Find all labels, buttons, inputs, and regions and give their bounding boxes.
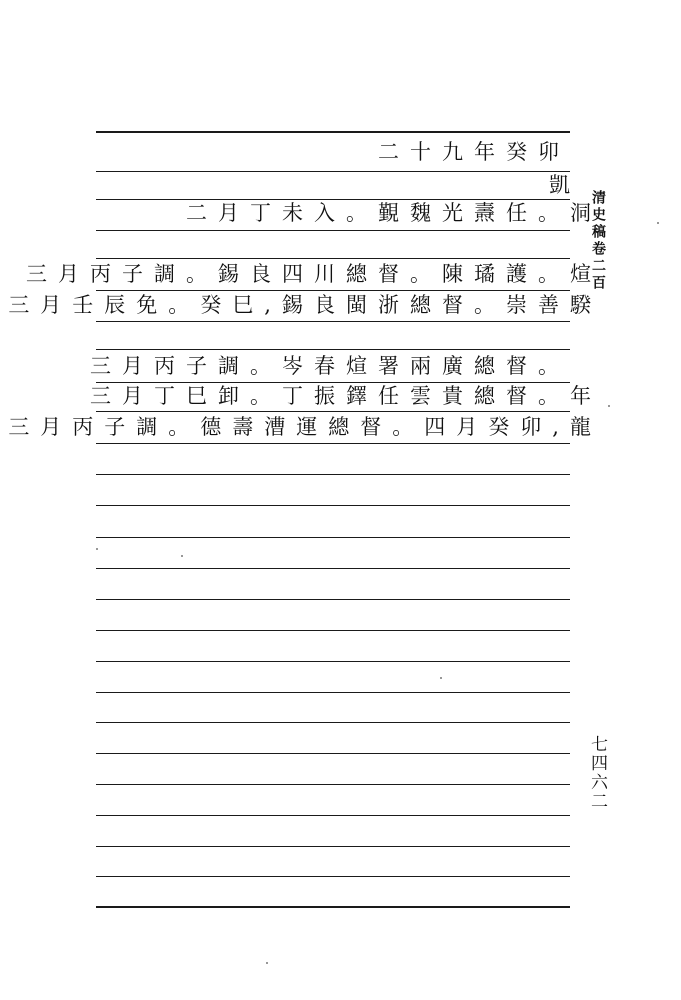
row-trailing-char: 騤 (570, 293, 591, 317)
top-rule (96, 131, 570, 133)
table-rule (96, 537, 570, 538)
table-rule (96, 230, 570, 231)
table-rule (96, 630, 570, 631)
page-number: 七四六二 (587, 735, 607, 811)
row-name-fragment: 凱 (549, 173, 581, 197)
row-trailing-char: 年 (570, 384, 591, 408)
row-entry: 三月丙子調。錫良四川總督。陳璚護。 (26, 262, 570, 286)
table-rule (96, 171, 570, 172)
table-rule (96, 443, 570, 444)
table-rule (96, 815, 570, 816)
table-rule (96, 846, 570, 847)
table-rule (96, 599, 570, 600)
scan-speck (440, 677, 442, 679)
table-rule (96, 661, 570, 662)
table-rule (96, 722, 570, 723)
volume-title: 清史稿卷二百 (590, 190, 606, 292)
row-entry: 三月壬辰免。癸巳,錫良閩浙總督。崇善 (8, 293, 570, 317)
scan-speck (181, 555, 183, 557)
table-rule (96, 568, 570, 569)
table-rule (96, 784, 570, 785)
scan-speck (608, 405, 610, 407)
row-entry: 三月丙子調。德壽漕運總督。四月癸卯, (8, 415, 570, 439)
scan-speck (657, 222, 659, 224)
table-rule (96, 753, 570, 754)
row-trailing-char: 洞 (570, 201, 591, 225)
table-rule (96, 349, 570, 350)
row-entry: 三月丁巳卸。丁振鐸任雲貴總督。 (90, 384, 570, 408)
row-trailing-char: 龍 (570, 415, 591, 439)
table-rule (96, 692, 570, 693)
bottom-rule (96, 906, 570, 908)
table-rule (96, 321, 570, 322)
table-rule (96, 474, 570, 475)
row-entry: 三月丙子調。岑春煊署兩廣總督。 (90, 354, 570, 378)
table-rule (96, 876, 570, 877)
row-trailing-char: 煊 (570, 262, 591, 286)
row-entry: 二月丁未入。覲魏光燾任。 (186, 201, 570, 225)
scan-speck (266, 962, 268, 964)
row-year-heading: 二十九年癸卯 (378, 140, 570, 164)
scan-speck (96, 548, 98, 550)
table-rule (96, 505, 570, 506)
